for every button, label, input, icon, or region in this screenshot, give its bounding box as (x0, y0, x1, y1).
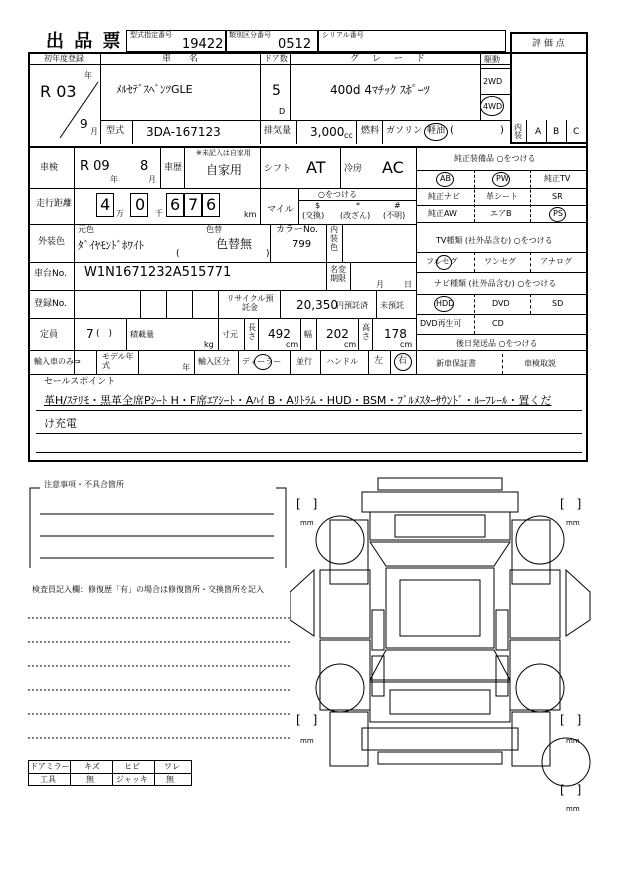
shareki-value: 自家用 (206, 163, 243, 177)
iro-paren-close: ) (266, 249, 270, 259)
navi-sd: SD (552, 299, 564, 308)
kensa-lines (28, 600, 292, 750)
color-no-value: 799 (292, 239, 312, 250)
naiso-label: 内装 (514, 123, 522, 140)
sales-point-line1: 革H/ｽﾃﾘﾓ・黒革全席Pｼｰﾄ H・F席ｴｱｼｰﾄ・Aﾊｲ B・Aﾘﾄﾗﾑ・HUD・BSM・ﾌﾞﾙﾒｽﾀｰｻｳﾝﾄﾞ・ﾙｰﾌﾚｰﾙ・置くだ (44, 394, 552, 407)
tread-mm-rr: mm (566, 737, 580, 745)
shodo-tsuki: 月 (90, 127, 98, 136)
mile-opt1: $ (315, 201, 321, 210)
shareki-label: 車歴 (164, 163, 183, 173)
equip-ps-circle (549, 207, 566, 222)
haikiryo-value: 3,000 (310, 125, 345, 139)
handle-left: 左 (374, 356, 384, 366)
meihen-hi: 日 (404, 280, 412, 289)
tread-bracket-rl: [ ] (296, 713, 318, 727)
shaken-tsuki: 月 (148, 175, 156, 184)
sales-point-line2: け充電 (44, 417, 77, 430)
naga-unit: cm (286, 340, 299, 349)
iro-value: 色替無 (216, 237, 253, 251)
recycle-mi: 未預託 (380, 301, 404, 310)
tread-mm-fl: mm (300, 519, 314, 527)
taka-value: 178 (384, 327, 407, 341)
soko-label: 走行距離 (36, 199, 73, 209)
junsei-title: 純正装備品 ○をつける (454, 154, 536, 163)
shadai-label: 車台No. (34, 269, 67, 279)
mile-opt2: * (356, 201, 360, 210)
katashiki-number-label: 型式指定番号 (130, 31, 172, 39)
kudo-label: 駆動 (484, 55, 500, 64)
mile-label: マイル (267, 205, 294, 215)
haikiryo-label: 排気量 (264, 126, 292, 136)
atohassou-title: 後日発送品 ○をつける (456, 339, 538, 348)
model-label: モデル年式 (102, 352, 134, 370)
haba-value: 202 (326, 327, 349, 341)
iro-label: 色替 (206, 225, 222, 234)
tv-fullseg: フルセグ (426, 257, 458, 266)
bt-kizu: キズ (84, 762, 100, 771)
nenryo-diesel-circle (424, 123, 448, 141)
atohassou-torisetsu: 車検取説 (524, 359, 556, 368)
toroku-label: 登録No. (34, 299, 67, 309)
tread-bracket-fl: [ ] (296, 497, 318, 511)
dvd-playback-label: DVD再生可 (420, 319, 462, 328)
equip-ps: PS (553, 209, 563, 218)
navi-dvd: DVD (492, 299, 510, 308)
sales-point-label: セールスポイント (44, 377, 116, 387)
bt-hibi: ヒビ (124, 762, 140, 771)
naga-label: 長さ (248, 323, 256, 341)
motoiro-label: 元色 (78, 225, 94, 234)
equip-ab: AB (440, 174, 451, 183)
cd-label: CD (492, 319, 504, 328)
equip-ab-circle (436, 172, 454, 187)
form-title: 出 品 票 (46, 31, 123, 52)
recycle-unit: 円預託済 (336, 301, 368, 310)
shodo-nen: 年 (84, 71, 92, 80)
tread-mm-fr: mm (566, 519, 580, 527)
teiin-paren: ( ) (96, 329, 113, 339)
shaken-month: 8 (140, 159, 149, 174)
naiso-b: B (553, 127, 560, 137)
car-inspection-diagram (290, 470, 600, 810)
equip-pw-circle (492, 172, 510, 187)
sekisai-unit: kg (204, 340, 214, 349)
tread-mm-spare: mm (566, 805, 580, 813)
taka-label: 高さ (362, 323, 370, 341)
sekisai-label: 積載量 (130, 330, 154, 339)
equip-tv: 純正TV (544, 174, 571, 183)
motoiro-value: ﾀﾞｲﾔﾓﾝﾄﾞﾎﾜｲﾄ (78, 239, 144, 252)
bt-ware: ワレ (164, 762, 180, 771)
shamei-value: ﾒﾙｾﾃﾞｽﾍﾞﾝﾂGLE (116, 83, 193, 96)
ruibetsu-value: 0512 (278, 37, 312, 52)
mile-circle-note: ○をつける (318, 190, 357, 199)
shaken-nen: 年 (110, 175, 118, 184)
model-nen: 年 (182, 363, 190, 372)
tv-title: TV種類 (社外品含む) ○をつける (436, 236, 553, 245)
shodo-month: 9 (80, 117, 88, 131)
shodo-value: R 03 (40, 82, 77, 101)
reibo-label: 冷房 (344, 164, 363, 174)
heiko-option: 並行 (296, 357, 312, 366)
reibo-value: AC (382, 158, 404, 177)
shareki-note: ※未記入は自家用 (196, 149, 251, 157)
equip-navi: 純正ナビ (428, 192, 460, 201)
katashiki-value: 3DA-167123 (146, 125, 221, 139)
nenryo-label: 燃料 (361, 126, 380, 136)
door-suffix: D (279, 107, 286, 116)
sunpo-label: 寸元 (222, 330, 238, 339)
naiso-a: A (535, 127, 542, 137)
ruibetsu-label: 類別区分番号 (229, 31, 271, 39)
serial-label: シリアル番号 (322, 31, 364, 39)
nenryo-paren-close: ) (500, 125, 504, 136)
door-label: ドア数 (264, 54, 288, 63)
recycle-value: 20,350 (296, 298, 338, 312)
grade-value: 400d 4ﾏﾁｯｸ ｽﾎﾟｰﾂ (330, 83, 430, 97)
handle-right-circle (394, 353, 412, 371)
soko-km: km (244, 210, 257, 219)
recycle-label: リサイクル預託金 (226, 294, 274, 312)
haba-unit: cm (344, 340, 357, 349)
chui-label: 注意事項・不具合箇所 (44, 480, 124, 489)
shift-label: シフト (264, 164, 292, 174)
gaisoshoku-label: 外装色 (38, 237, 66, 247)
atohassou-hoshosho: 新車保証書 (436, 359, 476, 368)
nenryo-gasoline: ガソリン (386, 126, 423, 136)
mile-opt1-desc: (交換) (302, 211, 325, 220)
equip-sr: SR (552, 192, 563, 201)
tread-bracket-spare: [ ] (560, 783, 582, 797)
bt-jack: ジャッキ (116, 775, 148, 784)
handle-label: ハンドル (326, 357, 358, 366)
equip-pw: PW (496, 174, 509, 183)
chui-bracket (28, 484, 290, 574)
kudo-4wd: 4WD (483, 102, 503, 111)
naiso-c: C (573, 127, 580, 137)
tv-fullseg-circle (436, 255, 452, 270)
shodo-label: 初年度登録 (44, 54, 84, 63)
tread-bracket-fr: [ ] (560, 497, 582, 511)
soko-digit-5: 6 (206, 195, 217, 214)
soko-man: 万 (116, 209, 124, 218)
mile-opt3-desc: (不明) (383, 211, 406, 220)
katashiki-label: 型式 (106, 126, 125, 136)
equip-leather: 革シート (486, 192, 518, 201)
haba-label: 幅 (304, 330, 312, 339)
tread-bracket-rr: [ ] (560, 713, 582, 727)
equip-aw: 純正AW (428, 209, 457, 218)
bt-kogu-value: 無 (86, 775, 94, 784)
teiin-value: 7 (86, 327, 94, 341)
bt-doormirror: ドアミラー (30, 762, 70, 771)
mile-opt2-desc: (改ざん) (340, 211, 371, 220)
soko-digit-2: 0 (135, 195, 146, 214)
shaken-value: R 09 (80, 159, 110, 174)
meihen-label: 名変期限 (330, 265, 346, 283)
handle-right: 右 (398, 356, 408, 366)
naisoshoku-label: 内装色 (330, 225, 338, 252)
hyoka-label: 評 価 点 (532, 39, 565, 49)
teiin-label: 定員 (40, 330, 59, 340)
soko-digit-1: 4 (100, 195, 111, 214)
taka-unit: cm (400, 340, 413, 349)
navi-hdd: HDD (436, 299, 455, 308)
bt-kogu: 工具 (40, 775, 56, 784)
soko-digit-3: 6 (170, 195, 181, 214)
dealer-option: ディーラー (242, 357, 282, 366)
bt-jack-value: 無 (166, 775, 174, 784)
kensa-label: 検査員記入欄：修復歴「有」の場合は修復箇所・交換箇所を記入 (32, 585, 264, 594)
soko-digit-4: 7 (188, 195, 199, 214)
shamei-label: 車 名 (162, 54, 199, 64)
shaken-label: 車検 (40, 163, 59, 173)
mile-opt3: # (394, 201, 401, 210)
haikiryo-unit: cc (344, 131, 353, 140)
shift-value: AT (306, 158, 326, 177)
grade-label: グ レ ー ド (350, 54, 428, 64)
iro-paren-open: ( (176, 249, 180, 259)
meihen-tsuki: 月 (376, 280, 384, 289)
yunyu-kubun-label: 輸入区分 (198, 357, 230, 366)
shadai-value: W1N1671232A515771 (84, 265, 232, 280)
kudo-4wd-circle (480, 96, 504, 116)
color-no-label: カラーNo. (276, 225, 318, 235)
tv-analog: アナログ (540, 257, 572, 266)
nenryo-diesel: 軽油 (427, 126, 446, 136)
navi-title: ナビ種類 (社外品含む) ○をつける (434, 279, 557, 288)
equip-airb: エアB (490, 209, 512, 218)
yunyu-label: 輸入車のみ⇒ (34, 357, 81, 366)
navi-hdd-circle (434, 296, 454, 312)
naga-value: 492 (268, 327, 291, 341)
katashiki-number-value: 19422 (182, 37, 224, 52)
kudo-2wd: 2WD (483, 77, 503, 86)
door-value: 5 (272, 83, 281, 99)
dealer-circle (254, 354, 272, 370)
soko-sen: 千 (155, 209, 163, 218)
nenryo-paren-open: ( (450, 125, 454, 136)
tread-mm-rl: mm (300, 737, 314, 745)
tv-oneseg: ワンセグ (484, 257, 516, 266)
